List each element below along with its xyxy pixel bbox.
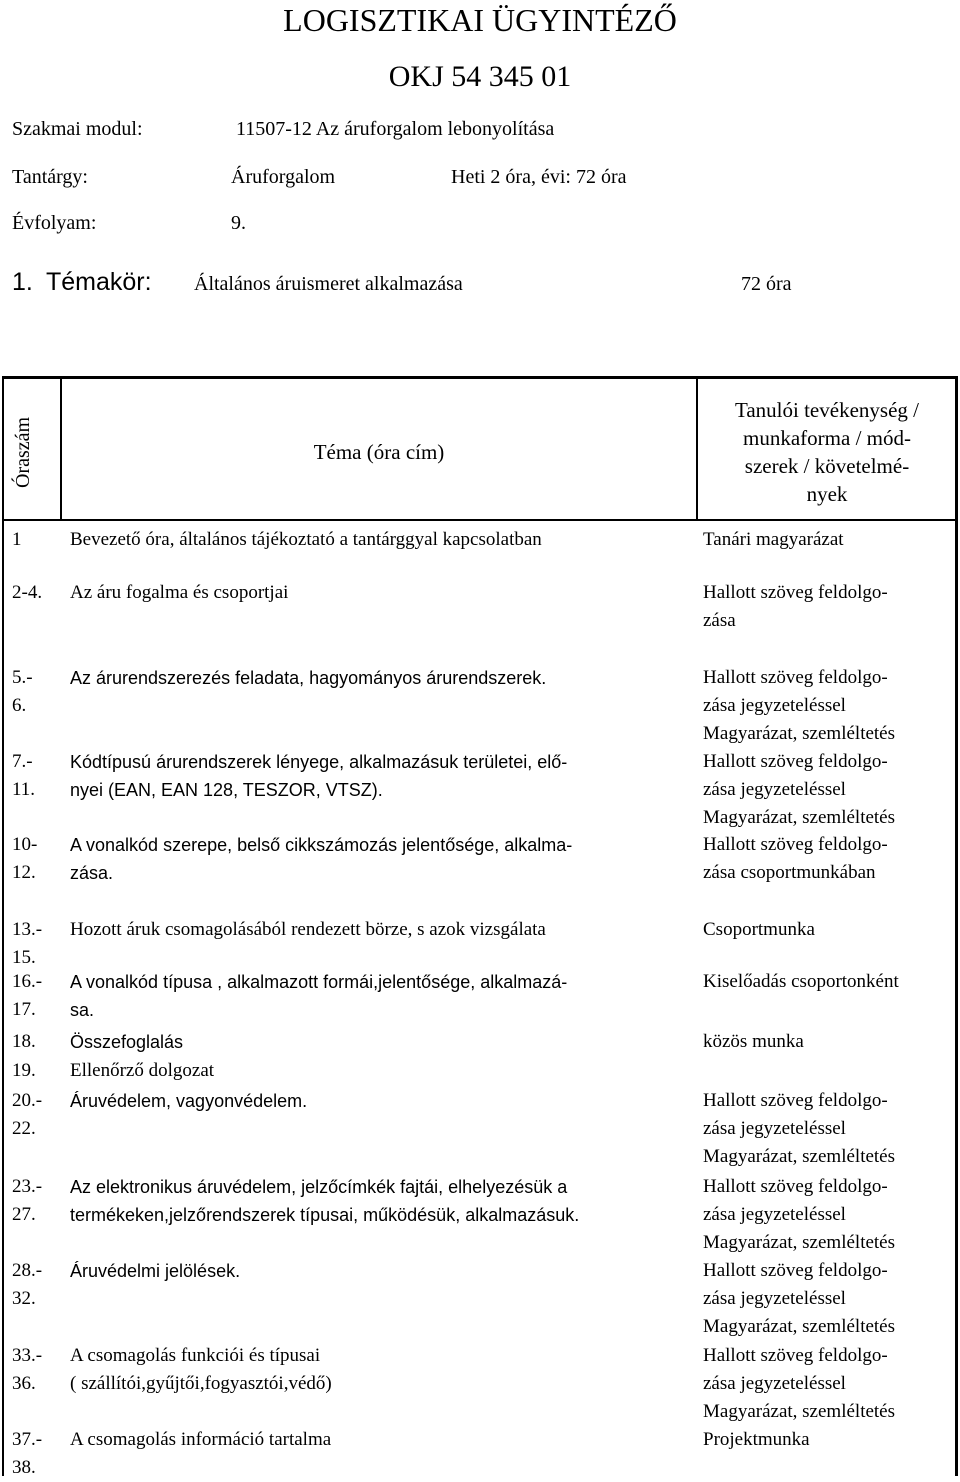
hours-value: Heti 2 óra, évi: 72 óra — [451, 166, 627, 188]
row-hours-line: 37.- — [12, 1429, 43, 1450]
row-activity-line: zása — [703, 610, 736, 631]
row-activity-line: Magyarázat, szemléltetés — [703, 723, 896, 744]
row-hours-line: 10- — [12, 834, 38, 855]
row-hours-line: 19. — [12, 1060, 36, 1081]
year-value: 9. — [231, 212, 246, 234]
topic-label: Témakör: — [46, 268, 152, 296]
row-topic — [70, 1173, 692, 1229]
row-hours — [12, 1087, 58, 1143]
row-activity — [703, 916, 953, 944]
row-activity-line: Magyarázat, szemléltetés — [703, 1401, 896, 1422]
module-label: Szakmai modul: — [12, 118, 143, 140]
row-hours — [12, 526, 58, 554]
row-topic-line: A vonalkód típusa , alkalmazott formái,jelentősége, alkalmazá- — [70, 972, 568, 992]
row-hours-line: 15. — [12, 947, 36, 968]
row-topic — [70, 968, 692, 1024]
module-value: 11507-12 Az áruforgalom lebonyolítása — [236, 118, 555, 140]
row-activity-line: Hallott szöveg feldolgo- — [703, 1345, 888, 1366]
row-topic-line: Kódtípusú árurendszerek lényege, alkalmazásuk területei, elő- — [70, 752, 568, 772]
row-activity-line: zása jegyzeteléssel — [703, 1204, 846, 1225]
row-activity — [703, 1028, 953, 1056]
row-hours — [12, 968, 58, 1024]
row-activity — [703, 748, 953, 832]
row-hours-line: 38. — [12, 1457, 36, 1478]
row-topic — [70, 664, 692, 692]
row-topic — [70, 1342, 692, 1398]
row-activity-line: zása jegyzeteléssel — [703, 1118, 846, 1139]
row-activity — [703, 1342, 953, 1426]
subject-label: Tantárgy: — [12, 166, 88, 188]
row-hours — [12, 1028, 58, 1056]
col-header-activity-line: nyek — [806, 482, 848, 506]
row-activity — [703, 579, 953, 635]
document-title: LOGISZTIKAI ÜGYINTÉZŐ — [283, 2, 677, 38]
row-activity-line: zása jegyzeteléssel — [703, 695, 846, 716]
row-topic — [70, 526, 692, 554]
row-hours-line: 36. — [12, 1373, 36, 1394]
curriculum-table — [4, 376, 957, 1476]
col-header-activity-line: munkaforma / mód- — [743, 426, 911, 450]
row-topic-line: Áruvédelmi jelölések. — [70, 1261, 241, 1281]
row-topic — [70, 1087, 692, 1115]
col-header-activity-line: Tanulói tevékenység / — [735, 398, 919, 422]
row-hours — [12, 916, 58, 972]
row-topic — [70, 579, 692, 607]
row-hours — [12, 1057, 58, 1085]
row-hours-line: 11. — [12, 779, 36, 800]
topic-hours: 72 óra — [741, 273, 792, 295]
row-activity — [703, 1173, 953, 1257]
row-activity-line: Projektmunka — [703, 1429, 810, 1450]
row-activity — [703, 1257, 953, 1341]
row-hours-line: 7.- — [12, 751, 33, 772]
row-hours-line: 5.- — [12, 667, 33, 688]
row-topic-line: Az áru fogalma és csoportjai — [70, 582, 289, 603]
row-hours-line: 32. — [12, 1288, 36, 1309]
row-hours-line: 33.- — [12, 1345, 43, 1366]
row-hours — [12, 748, 58, 804]
row-topic-line: zása. — [70, 863, 114, 883]
table-top-border — [2, 376, 957, 379]
row-topic — [70, 748, 692, 804]
row-hours-line: 2-4. — [12, 582, 43, 603]
row-activity-line: Magyarázat, szemléltetés — [703, 807, 896, 828]
table-right-border — [955, 376, 958, 1476]
row-hours-line: 16.- — [12, 971, 43, 992]
row-hours-line: 1 — [12, 529, 22, 550]
row-topic — [70, 1426, 692, 1454]
row-hours-line: 17. — [12, 999, 36, 1020]
row-topic-line: Összefoglalás — [70, 1032, 184, 1052]
row-topic-line: A vonalkód szerepe, belső cikkszámozás jelentősége, alkalma- — [70, 835, 573, 855]
row-activity-line: Hallott szöveg feldolgo- — [703, 582, 888, 603]
row-hours-line: 12. — [12, 862, 36, 883]
row-topic-line: A csomagolás információ tartalma — [70, 1429, 332, 1450]
header-bottom-border — [2, 519, 957, 521]
row-hours — [12, 831, 58, 887]
row-hours — [12, 1426, 58, 1482]
col-header-activity — [698, 396, 956, 508]
row-topic — [70, 1028, 692, 1056]
row-activity-line: zása csoportmunkában — [703, 862, 876, 883]
row-activity — [703, 968, 953, 996]
row-topic-line: A csomagolás funkciói és típusai — [70, 1345, 321, 1366]
row-activity-line: Hallott szöveg feldolgo- — [703, 1090, 888, 1111]
row-activity-line: Hallott szöveg feldolgo- — [703, 751, 888, 772]
row-topic-line: Az árurendszerezés feladata, hagyományos árurendszerek. — [70, 668, 547, 688]
row-activity-line: zása jegyzeteléssel — [703, 1373, 846, 1394]
year-label: Évfolyam: — [12, 212, 97, 234]
row-hours-line: 23.- — [12, 1176, 43, 1197]
row-activity-line: Hallott szöveg feldolgo- — [703, 1260, 888, 1281]
col-header-hours: Óraszám — [12, 416, 34, 488]
row-hours-line: 22. — [12, 1118, 36, 1139]
row-topic-line: sa. — [70, 1000, 95, 1020]
row-hours — [12, 664, 58, 720]
row-activity-line: Tanári magyarázat — [703, 529, 844, 550]
row-hours — [12, 1257, 58, 1313]
row-hours-line: 20.- — [12, 1090, 43, 1111]
row-activity-line: Hallott szöveg feldolgo- — [703, 667, 888, 688]
row-hours-line: 6. — [12, 695, 27, 716]
row-topic — [70, 916, 692, 944]
row-topic-line: Hozott áruk csomagolásából rendezett börze, s azok vizsgálata — [70, 919, 546, 940]
col-header-activity-line: szerek / követelmé- — [744, 454, 910, 478]
col-header-topic: Téma (óra cím) — [313, 440, 445, 464]
row-topic-line: Ellenőrző dolgozat — [70, 1060, 215, 1081]
row-topic-line: termékeken,jelzőrendszerek típusai, működésük, alkalmazásuk. — [70, 1205, 580, 1225]
row-hours-line: 28.- — [12, 1260, 43, 1281]
row-activity-line: közös munka — [703, 1031, 804, 1052]
row-hours-line: 13.- — [12, 919, 43, 940]
row-hours-line: 18. — [12, 1031, 36, 1052]
row-hours — [12, 1342, 58, 1398]
row-activity — [703, 526, 953, 554]
row-activity-line: Magyarázat, szemléltetés — [703, 1146, 896, 1167]
row-activity — [703, 831, 953, 887]
subject-value: Áruforgalom — [231, 166, 336, 188]
row-topic-line: ( szállítói,gyűjtői,fogyasztói,védő) — [70, 1373, 332, 1394]
row-activity-line: zása jegyzeteléssel — [703, 779, 846, 800]
row-topic-line: Áruvédelem, vagyonvédelem. — [70, 1091, 308, 1111]
row-hours — [12, 1173, 58, 1229]
row-activity — [703, 1426, 953, 1454]
row-hours-line: 27. — [12, 1204, 36, 1225]
row-activity-line: zása jegyzeteléssel — [703, 1288, 846, 1309]
row-activity — [703, 1087, 953, 1171]
table-left-border — [2, 376, 4, 1476]
topic-number: 1. — [12, 268, 33, 296]
row-topic — [70, 1057, 692, 1085]
row-topic — [70, 831, 692, 887]
row-hours — [12, 579, 58, 607]
row-activity-line: Hallott szöveg feldolgo- — [703, 834, 888, 855]
row-topic-line: Bevezető óra, általános tájékoztató a tantárggyal kapcsolatban — [70, 529, 542, 550]
row-activity-line: Hallott szöveg feldolgo- — [703, 1176, 888, 1197]
row-activity-line: Magyarázat, szemléltetés — [703, 1232, 896, 1253]
row-activity-line: Kiselőadás csoportonként — [703, 971, 899, 992]
topic-name: Általános áruismeret alkalmazása — [194, 273, 463, 295]
row-topic-line: Az elektronikus áruvédelem, jelzőcímkék fajtái, elhelyezésük a — [70, 1177, 568, 1197]
row-activity-line: Magyarázat, szemléltetés — [703, 1316, 896, 1337]
row-topic — [70, 1257, 692, 1285]
okj-code: OKJ 54 345 01 — [388, 60, 572, 93]
row-activity-line: Csoportmunka — [703, 919, 815, 940]
row-activity — [703, 664, 953, 748]
row-topic-line: nyei (EAN, EAN 128, TESZOR, VTSZ). — [70, 780, 383, 800]
